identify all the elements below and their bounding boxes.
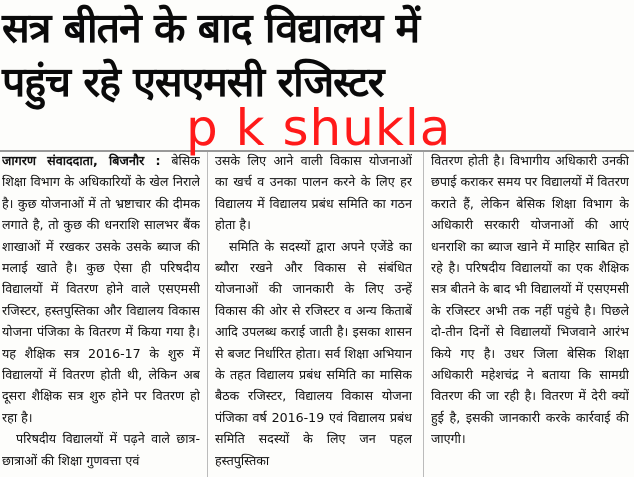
article-paragraph: समिति के सदस्यों द्वारा अपने एजेंडे का ब्यौरा रखने और विकास से संबंधित योजनाओं की जानकारी के लिए उन्हें विकास की ओर से रजिस्टर व अन्य किताबें आदि उपलब्ध कराई जाती है। इसका शासन से बजट निर्धारित होता। सर्व शिक्षा अभियान के तहत विद्यालय प्रबंध समिति का मासिक बैठक रजिस्टर, विद्यालय विकास योजना पंजिका वर्ष 2016-19 एवं विद्यालय प्रबंध समिति सदस्यों के लिए जन पहल हस्तपुस्तिका xyxy=(215,238,412,468)
column-divider xyxy=(207,152,208,477)
article-paragraph: वितरण होती है। विभागीय अधिकारी उनकी छपाई कराकर समय पर विद्यालयों में वितरण कराते हैं, लेकिन बेसिक शिक्षा विभाग के अधिकारी सरकारी योजनाओं की आएं धनराशि का ब्याज खाने में माहिर साबित हो रहे है। परिषदीय विद्यालयों का एक शैक्षिक सत्र बीतने के बाद भी विद्यालयों में एसएमसी के रजिस्टर अभी तक नहीं पहुंचे है। पिछले दो-तीन दिनों से विद्यालयों भिजवाने आरंभ किये गए है। उधर जिला बेसिक शिक्षा अधिकारी महेशचंद्र ने बताया कि सामग्री वितरण की जा रही है। वितरण में देरी क्यों हुई है, इसकी जानकारी करके कार्रवाई की जाएगी। xyxy=(431,153,629,447)
article-paragraph: परिषदीय विद्यालयों में पढ़ने वाले छात्र-छात्राओं की शिक्षा गुणवत्ता एवं xyxy=(2,431,200,468)
article-column-1 xyxy=(2,150,200,477)
article-paragraph xyxy=(2,150,200,428)
paragraph-text: बेसिक शिक्षा विभाग के अधिकारियों के खेल निराले है। कुछ योजनाओं में तो भ्रष्टाचार की दीमक लगाते है, तो कुछ की धनराशि सालभर बैंक शाखाओं में रखकर उसके उसके ब्याज की मलाई खाते है। कुछ ऐसा ही परिषदीय विद्यालयों में वितरण होने वाले एसएमसी रजिस्टर, हस्तपुस्तिका और विद्यालय विकास योजना पंजिका के वितरण में किया गया है। यह शैक्षिक सत्र 2016-17 के शुरु में विद्यालयों में वितरण होती थी, लेकिन अब दूसरा शैक्षिक सत्र शुरु होने पर वितरण हो रहा है। xyxy=(2,153,200,425)
dateline: जागरण संवाददाता, बिजनौर : xyxy=(2,153,161,168)
headline-line-1: सत्र बीतने के बाद विद्यालय में xyxy=(2,4,420,52)
article-column-3 xyxy=(431,150,629,477)
headline-line-2: पहुंच रहे एसएमसी रजिस्टर xyxy=(2,58,384,106)
column-divider xyxy=(423,152,424,477)
article-column-2 xyxy=(215,150,412,477)
watermark-text: p k shukla xyxy=(186,99,452,157)
article-paragraph: उसके लिए आने वाली विकास योजनाओं का खर्च व उनका पालन करने के लिए हर विद्यालय में विद्यालय प्रबंध समिति का गठन होता है। xyxy=(215,153,412,233)
